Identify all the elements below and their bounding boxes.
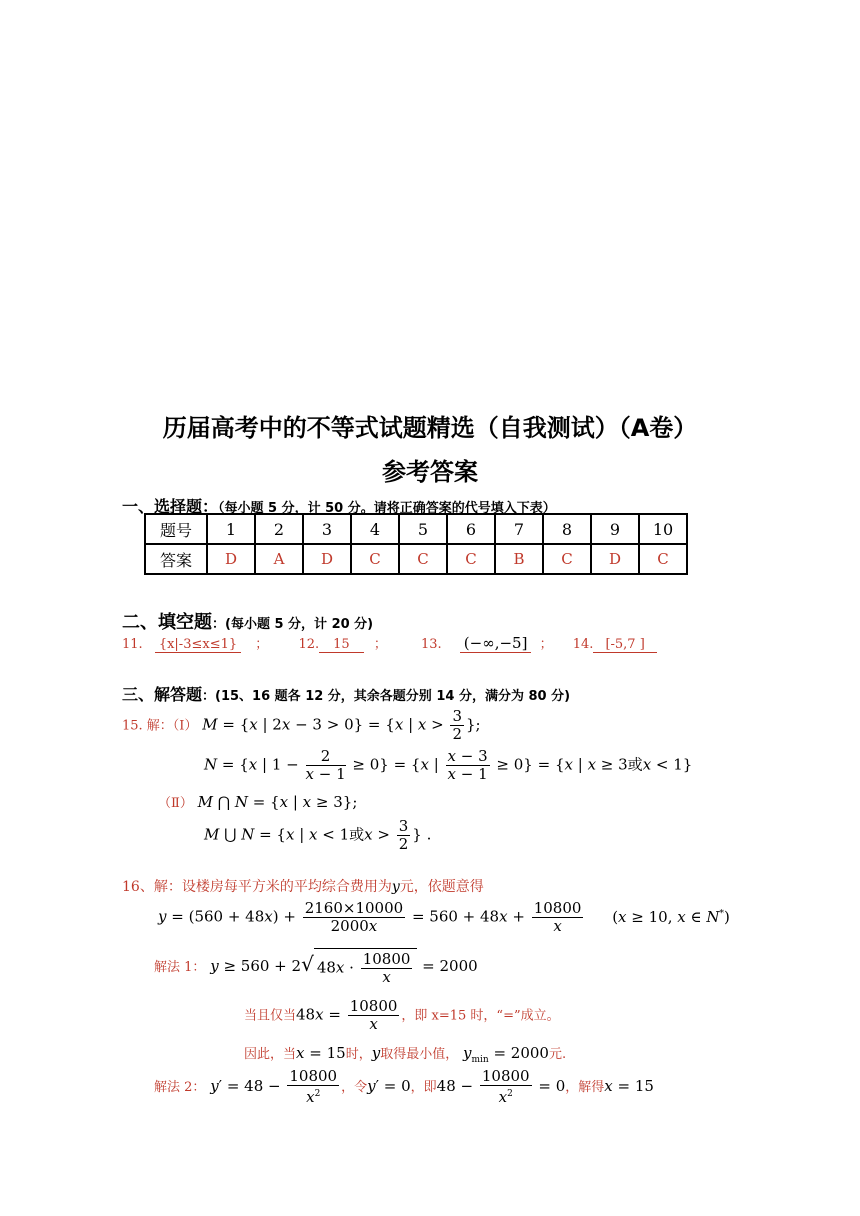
q15-line-2: N = {x | 1 − $\frac{2}{x - 1}$ ≥ 0} = {x | $\frac{x - 3}{x - 1}$ ≥ 0} = {x | x ≥ 3或x < 1} xyxy=(204,747,693,783)
row-header: 题号 xyxy=(145,514,207,544)
q15-head: 15. 解：（Ⅰ） xyxy=(122,718,198,734)
question-number: 2 xyxy=(255,514,303,544)
answer-cell: C xyxy=(447,544,495,574)
q11-answer: {x|-3≤x≤1} xyxy=(155,637,241,653)
q16-line-6: 解法 2： y′ = 48 − $\frac{10800}{x^2}$ ，令y′ = 0，即48 − $\frac{10800}{x^2}$ = 0，解得x = 15 xyxy=(154,1067,654,1106)
q16-line-3: 解法 1： y ≥ 560 + 2√ 48x · $\frac{10800}{x}$ = 2000 xyxy=(154,950,478,986)
q16-hence-pre: 因此，当 xyxy=(244,1047,297,1062)
section-1-note: （每小题 5 分，计 50 分。请将正确答案的代号填入下表） xyxy=(218,501,556,516)
table-row xyxy=(145,514,687,544)
section-3-note: ：(15、16 题各 12 分，其余各题分别 14 分，满分为 80 分) xyxy=(202,689,571,704)
q16-line-5: 因此，当x = 15时，y取得最小值， $y_{min} = 2000$元. xyxy=(244,1044,567,1065)
q16-cond-post: ，即 x=15 时，“=”成立。 xyxy=(401,1008,560,1024)
q16-m2-mid: ，令 xyxy=(341,1080,368,1095)
question-number: 3 xyxy=(303,514,351,544)
q15-part2-label: （Ⅱ） xyxy=(158,796,193,811)
answer-cell: C xyxy=(639,544,687,574)
q16-head-var: y xyxy=(391,879,400,895)
q16-cond-pre: 当且仅当 xyxy=(244,1008,297,1024)
separator: ； xyxy=(373,637,387,652)
answer-cell: C xyxy=(351,544,399,574)
answer-table xyxy=(144,513,688,575)
q11-number: 11. xyxy=(122,637,143,652)
q14-answer: [-5,7 ] xyxy=(593,637,656,653)
question-number: 5 xyxy=(399,514,447,544)
section-2-note: ：(每小题 5 分，计 20 分) xyxy=(212,617,374,632)
question-number: 7 xyxy=(495,514,543,544)
q16-m2-tail: ，解得 xyxy=(565,1080,605,1095)
section-2-label: 二、填空题 xyxy=(122,612,212,633)
q16-line-1 xyxy=(122,876,484,896)
q13-answer: (−∞,−5] xyxy=(460,634,532,653)
q12-answer: 15 xyxy=(319,637,364,653)
separator: ； xyxy=(539,637,553,652)
answer-cell: C xyxy=(543,544,591,574)
q16-hence-mid: 时， xyxy=(345,1047,372,1062)
question-number: 4 xyxy=(351,514,399,544)
section-3-heading xyxy=(122,682,570,705)
answer-cell: D xyxy=(303,544,351,574)
q16-m2-mid2: ，即 xyxy=(410,1080,437,1095)
q16-hence-tail: 元. xyxy=(548,1047,567,1062)
section-3-label: 三、解答题 xyxy=(122,685,203,704)
page-subtitle: 参考答案 xyxy=(382,458,478,486)
question-number: 10 xyxy=(639,514,687,544)
table-row xyxy=(145,544,687,574)
question-number: 6 xyxy=(447,514,495,544)
separator: ； xyxy=(255,637,269,652)
section-1-label: 一、选择题： xyxy=(122,497,219,516)
answer-cell: D xyxy=(591,544,639,574)
q16-head: 16、解：设楼房每平方米的平均综合费用为 xyxy=(122,879,392,895)
q15-line-4: M ⋃ N = {x | x < 1或x > $\frac{3}{2}$ } . xyxy=(204,817,432,853)
answer-cell: B xyxy=(495,544,543,574)
row-header: 答案 xyxy=(145,544,207,574)
page-title: 历届高考中的不等式试题精选（自我测试）（A卷） xyxy=(162,414,698,442)
q12-number: 12. xyxy=(298,637,320,652)
answer-cell: D xyxy=(207,544,255,574)
q14-number: 14. xyxy=(572,637,594,652)
q16-head-tail: 元，依题意得 xyxy=(399,879,484,895)
answer-cell: C xyxy=(399,544,447,574)
question-number: 1 xyxy=(207,514,255,544)
q16-line-2: y = (560 + 48x) + $\frac{2160\times 10000}{2000x}$ = 560 + 48x + $\frac{10800}{x}$ (x ≥ 10, x ∈ N*) xyxy=(158,899,730,935)
q15-line-3: （Ⅱ） M ⋂ N = {x | x ≥ 3}; xyxy=(158,793,358,811)
q13-number: 13. xyxy=(420,637,442,652)
answer-cell: A xyxy=(255,544,303,574)
section-2-heading xyxy=(122,608,373,634)
q16-method2-label: 解法 2： xyxy=(154,1080,206,1095)
q15-line-1: 15. 解：（Ⅰ） M = {x | 2x − 3 > 0} = {x | x > $\frac{3}{2}$ }; xyxy=(122,707,481,743)
q16-method1-label: 解法 1： xyxy=(154,960,206,975)
q16-hence-mid2: 取得最小值， xyxy=(380,1047,459,1062)
fill-in-answers xyxy=(122,633,657,652)
question-number: 9 xyxy=(591,514,639,544)
q16-line-4: 当且仅当48x = $\frac{10800}{x}$ ，即 x=15 时，“=”成立。 xyxy=(244,997,560,1033)
question-number: 8 xyxy=(543,514,591,544)
